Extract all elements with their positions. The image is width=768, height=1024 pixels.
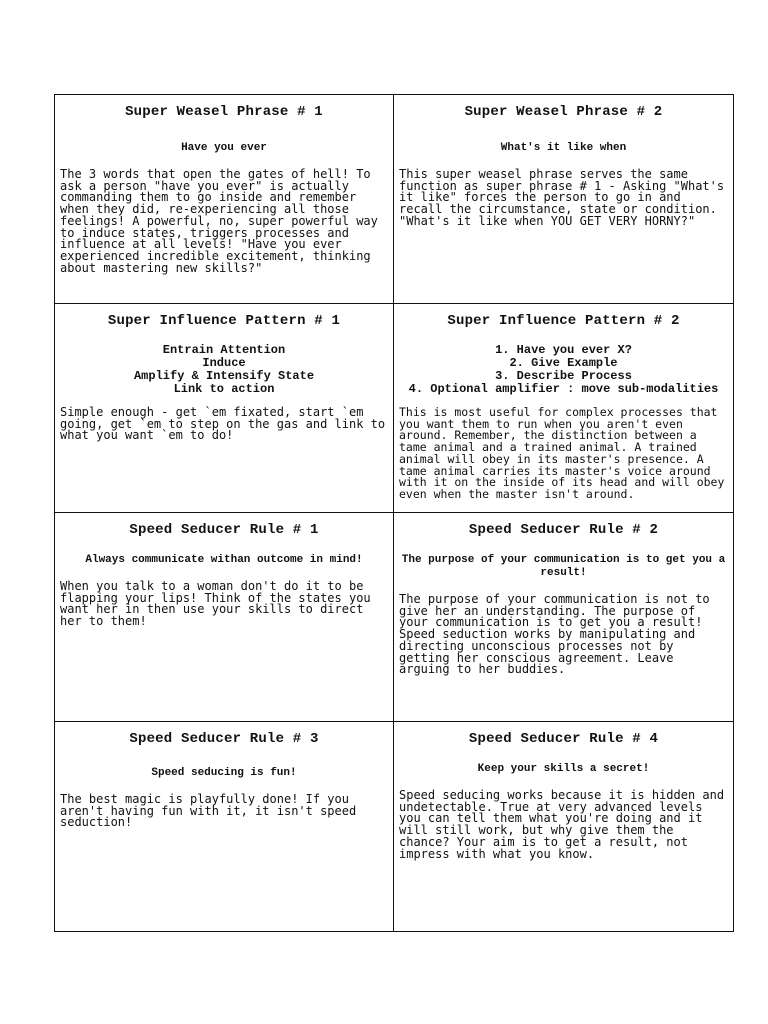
card-body: Speed seducing works because it is hidden and undetectable. True at very advanced levels you can tell them what you're doing and it will still work, but why give them the chance? Your aim is to get a result, not impress with what you know. — [399, 788, 725, 861]
card-body: The 3 words that open the gates of hell! To ask a person "have you ever" is actually commanding them to go inside and remember when they did, re-experiencing all those feelings! A powerful, no, super powerful way to induce states, triggers processes and influence at all levels! "Have you ever experienced incredible excitement, thinking about mastering new skills?" — [60, 167, 378, 275]
card-grid — [54, 94, 734, 932]
subtitle-line: Link to action — [173, 382, 275, 396]
subtitle-line: 3. Describe Process — [495, 369, 632, 383]
card-speed-seducer-rule-1 — [55, 513, 394, 722]
subtitle-line: 1. Have you ever X? — [495, 343, 632, 357]
card-subtitle: What's it like when — [500, 142, 627, 154]
card-subtitle-list — [60, 344, 388, 396]
card-title: Speed Seducer Rule # 1 — [129, 522, 319, 538]
subtitle-line: 4. Optional amplifier : move sub-modalities — [408, 382, 719, 396]
card-super-influence-pattern-2 — [394, 304, 733, 513]
card-speed-seducer-rule-4 — [394, 722, 733, 931]
subtitle-line: Induce — [202, 356, 246, 370]
card-speed-seducer-rule-3 — [55, 722, 394, 931]
card-title: Super Weasel Phrase # 2 — [464, 104, 663, 120]
card-body: When you talk to a woman don't do it to be flapping your lips! Think of the states you want her in then use your skills to direct her to them! — [60, 579, 371, 629]
subtitle-line: Entrain Attention — [162, 343, 286, 357]
subtitle-line: 2. Give Example — [509, 356, 618, 370]
card-body: This super weasel phrase serves the same function as super phrase # 1 - Asking "What's it like" forces the person to go in and recall the circumstance, state or condition. "What's it like when YOU GET VERY HORNY?" — [399, 167, 725, 228]
card-body: The best magic is playfully done! If you aren't having fun with it, it isn't speed seduction! — [60, 792, 357, 830]
card-subtitle: The purpose of your communication is to get you a result! — [401, 554, 726, 579]
card-body: The purpose of your communication is not to give her an understanding. The purpose of your communication is to get you a result! Speed seduction works by manipulating and directing unconscious processes not by getting her conscious agreement. Leave arguing to her buddies. — [399, 592, 710, 677]
card-subtitle: Speed seducing is fun! — [151, 767, 297, 779]
card-subtitle: Always communicate withan outcome in mind! — [85, 554, 363, 566]
card-body: Simple enough - get `em fixated, start `em going, get `em to step on the gas and link to what you want `em to do! — [60, 405, 386, 443]
card-title: Super Influence Pattern # 2 — [447, 313, 680, 329]
card-super-weasel-phrase-2 — [394, 95, 733, 304]
subtitle-line: Amplify & Intensify State — [133, 369, 315, 383]
card-title: Super Influence Pattern # 1 — [107, 313, 341, 329]
card-title: Speed Seducer Rule # 2 — [468, 522, 659, 538]
card-title: Super Weasel Phrase # 1 — [125, 104, 323, 120]
card-title: Speed Seducer Rule # 3 — [129, 731, 319, 747]
card-speed-seducer-rule-2 — [394, 513, 733, 722]
card-super-influence-pattern-1 — [55, 304, 394, 513]
card-subtitle: Have you ever — [181, 142, 267, 154]
card-super-weasel-phrase-1 — [55, 95, 394, 304]
card-title: Speed Seducer Rule # 4 — [468, 731, 659, 747]
card-subtitle: Keep your skills a secret! — [477, 763, 650, 775]
card-subtitle-list — [399, 344, 728, 396]
card-body: This is most useful for complex processes that you want them to run when you aren't even around. Remember, the distinction between a tame animal and a trained animal. A trained animal will obey in its master's presence. A tame animal carries its master's voice around with it on the inside of its head and will obey even when the master isn't around. — [399, 405, 725, 501]
